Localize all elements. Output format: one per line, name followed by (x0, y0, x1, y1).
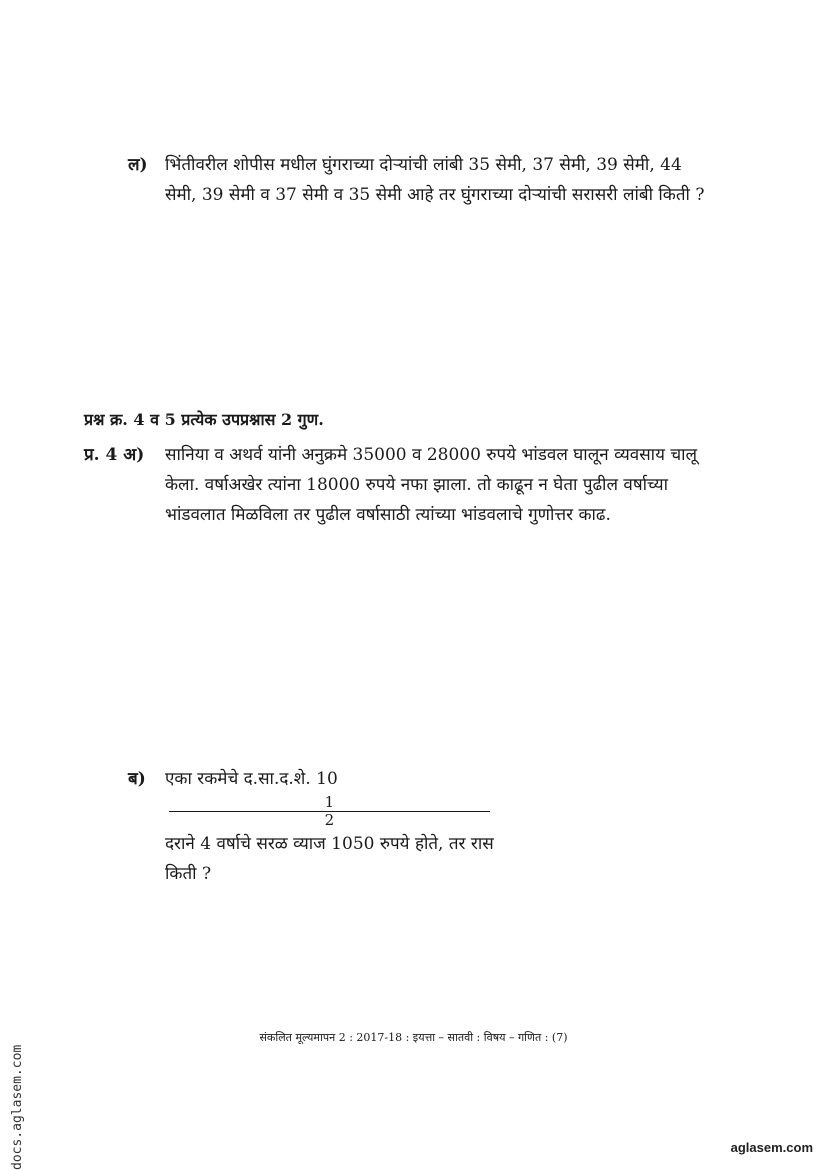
question-text (165, 150, 704, 210)
text-line: सेमी, 39 सेमी व 37 सेमी व 35 सेमी आहे तर घुंगराच्या दोऱ्यांची सरासरी लांबी किती ? (165, 185, 705, 205)
text-line: किती ? (165, 864, 212, 884)
question-text (165, 764, 494, 889)
question-label: प्र. 4 अ) (84, 445, 145, 465)
fraction-numerator: 1 (169, 794, 490, 812)
question-label: ब) (128, 769, 146, 789)
text-after-fraction: दराने 4 वर्षाचे सरळ व्याज 1050 रुपये होते, तर रास (165, 834, 494, 854)
page-footer: संकलित मूल्यमापन 2 : 2017-18 : इयत्ता – सातवी : विषय – गणित : (7) (259, 1031, 568, 1044)
question-label: ल) (128, 155, 148, 175)
question-text (165, 440, 697, 530)
text-line (165, 764, 494, 859)
section-heading: प्रश्न क्र. 4 व 5 प्रत्येक उपप्रश्नास 2 गुण. (84, 410, 324, 429)
side-watermark: docs.aglasem.com (10, 1044, 25, 1170)
text-before-fraction: एका रकमेचे द.सा.द.शे. 10 (165, 769, 338, 789)
fraction-denominator: 2 (324, 811, 335, 829)
text-line: केला. वर्षाअखेर त्यांना 18000 रुपये नफा झाला. तो काढून न घेता पुढील वर्षाच्या (165, 475, 669, 495)
text-line: सानिया व अथर्व यांनी अनुक्रमे 35000 व 28000 रुपये भांडवल घालून व्यवसाय चालू (165, 445, 698, 465)
fraction (169, 794, 490, 829)
text-line: भांडवलात मिळविला तर पुढील वर्षासाठी त्यांच्या भांडवलाचे गुणोत्तर काढ. (165, 505, 611, 525)
brand-watermark: aglasem.com (730, 1140, 813, 1155)
text-line: भिंतीवरील शोपीस मधील घुंगराच्या दोऱ्यांची लांबी 35 सेमी, 37 सेमी, 39 सेमी, 44 (165, 155, 682, 175)
